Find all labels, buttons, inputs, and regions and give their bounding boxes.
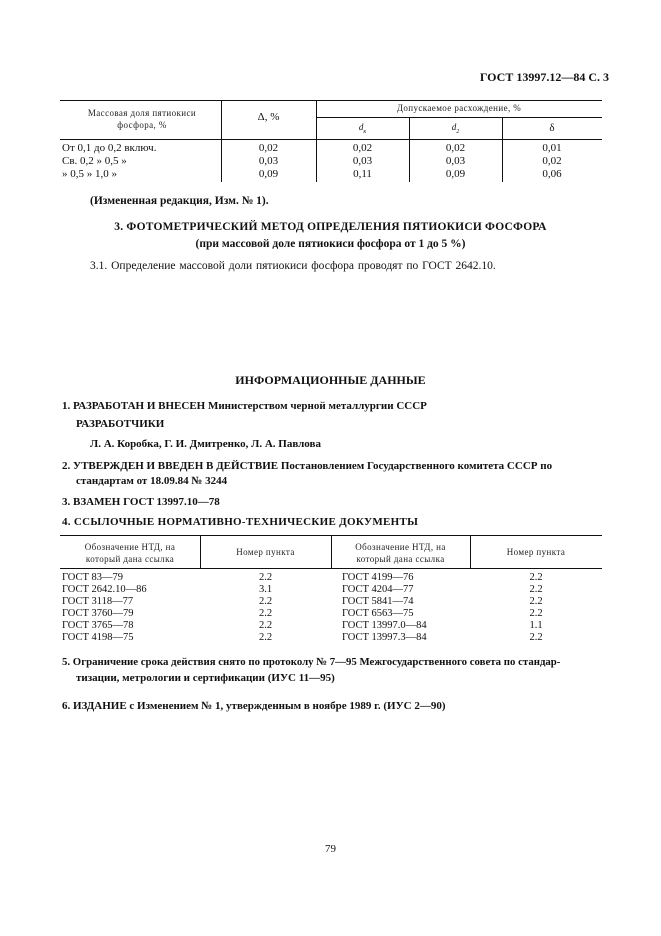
header-point-right: Номер пункта — [506, 547, 566, 557]
table-sub-rule — [316, 117, 602, 118]
info-developers-names: Л. А. Коробка, Г. И. Дмитренко, Л. А. Павлова — [90, 438, 321, 450]
table-row-point: 2.2 — [529, 632, 543, 643]
table-row-doc: ГОСТ 3765—78 — [62, 620, 134, 631]
table-row-doc: ГОСТ 83—79 — [62, 572, 124, 583]
info-item-2-line2: стандартам от 18.09.84 № 3244 — [76, 475, 228, 487]
table-row-d: 0,01 — [542, 142, 562, 154]
table-row-doc: ГОСТ 6563—75 — [342, 608, 414, 619]
info-developers-label: РАЗРАБОТЧИКИ — [76, 418, 165, 430]
table-row-point: 2.2 — [258, 632, 273, 643]
table-row-delta: 0,03 — [258, 155, 279, 167]
table-row-delta: 0,02 — [258, 142, 279, 154]
table-row-dk: 0,02 — [352, 142, 373, 154]
table-row-point: 2.2 — [258, 572, 273, 583]
table-row-point: 1.1 — [529, 620, 543, 631]
table-row-dk: 0,03 — [352, 155, 373, 167]
table-header-rule — [60, 139, 602, 140]
info-title: ИНФОРМАЦИОННЫЕ ДАННЫЕ — [235, 373, 426, 387]
header-ntd-left: Обозначение НТД, на который дана ссылка — [84, 542, 176, 564]
table-row-point: 2.2 — [529, 572, 543, 583]
info-item-3: 3. ВЗАМЕН ГОСТ 13997.10—78 — [62, 496, 220, 508]
header-small-delta: δ — [549, 122, 555, 134]
table-top-rule — [60, 100, 602, 101]
document-code: ГОСТ 13997.12—84 С. 3 — [479, 70, 609, 84]
table-row-doc: ГОСТ 4199—76 — [342, 572, 414, 583]
edition-note: (Измененная редакция, Изм. № 1). — [90, 195, 269, 207]
header-ntd-right: Обозначение НТД, на который дана ссылка — [355, 542, 446, 564]
table-row-point: 2.2 — [529, 608, 543, 619]
table-row-point: 3.1 — [258, 584, 273, 595]
table-row-d2: 0,09 — [445, 168, 466, 180]
info-item-1: 1. РАЗРАБОТАН И ВНЕСЕН Министерством черной металлургии СССР — [62, 400, 427, 412]
table-row-doc: ГОСТ 13997.3—84 — [342, 632, 427, 643]
table-row-point: 2.2 — [258, 596, 273, 607]
header-allowed-divergence: Допускаемое расхождение, % — [396, 103, 522, 113]
table-row-doc: ГОСТ 3118—77 — [62, 596, 134, 607]
table-row-d2: 0,02 — [445, 142, 466, 154]
table-row-point: 2.2 — [529, 596, 543, 607]
table-row-d2: 0,03 — [445, 155, 466, 167]
section-3-paragraph: 3.1. Определение массовой доли пятиокиси фосфора проводят по ГОСТ 2642.10. — [90, 260, 496, 272]
table-header-rule — [60, 568, 602, 569]
page-number: 79 — [325, 843, 336, 855]
info-item-4: 4. ССЫЛОЧНЫЕ НОРМАТИВНО-ТЕХНИЧЕСКИЕ ДОКУМЕНТЫ — [62, 516, 419, 528]
table-row-d: 0,02 — [542, 155, 562, 167]
table-row-doc: ГОСТ 13997.0—84 — [342, 620, 427, 631]
table-row-dk: 0,11 — [353, 168, 372, 180]
table-row-doc: ГОСТ 4204—77 — [342, 584, 414, 595]
table-row-point: 2.2 — [529, 584, 543, 595]
section-3-subtitle: (при массовой доле пятиокиси фосфора от 1 до 5 %) — [195, 238, 466, 250]
info-item-5-line1: 5. Ограничение срока действия снято по протоколу № 7—95 Межгосударственного совета по стандар- — [62, 656, 561, 668]
info-item-6: 6. ИЗДАНИЕ с Изменением № 1, утвержденным в ноябре 1989 г. (ИУС 2—90) — [62, 700, 446, 712]
table-row-doc: ГОСТ 3760—79 — [62, 608, 134, 619]
header-point-left: Номер пункта — [236, 547, 295, 557]
table-row-range: От 0,1 до 0,2 включ. — [62, 142, 157, 154]
header-dk: $d_к$ — [358, 122, 367, 135]
table-row-delta: 0,09 — [258, 168, 279, 180]
header-delta: Δ, % — [257, 111, 280, 123]
info-item-2-line1: 2. УТВЕРЖДЕН И ВВЕДЕН В ДЕЙСТВИЕ Постановлением Государственного комитета СССР по — [62, 460, 553, 472]
table-row-doc: ГОСТ 5841—74 — [342, 596, 414, 607]
section-3-title: 3. ФОТОМЕТРИЧЕСКИЙ МЕТОД ОПРЕДЕЛЕНИЯ ПЯТИОКИСИ ФОСФОРА — [114, 221, 547, 233]
info-item-5-line2: тизации, метрологии и сертификации (ИУС 11—95) — [76, 672, 335, 684]
table-row-point: 2.2 — [258, 620, 273, 631]
table-row-doc: ГОСТ 2642.10—86 — [62, 584, 147, 595]
header-mass-fraction: Массовая доля пятиокиси фосфора, % — [87, 108, 197, 130]
table-row-point: 2.2 — [258, 608, 273, 619]
table-row-d: 0,06 — [542, 168, 562, 180]
table-row-doc: ГОСТ 4198—75 — [62, 632, 134, 643]
table-row-range: Св. 0,2 » 0,5 » — [62, 155, 127, 167]
header-d2: $d_2$ — [451, 122, 460, 135]
table-row-range: » 0,5 » 1,0 » — [62, 168, 117, 180]
